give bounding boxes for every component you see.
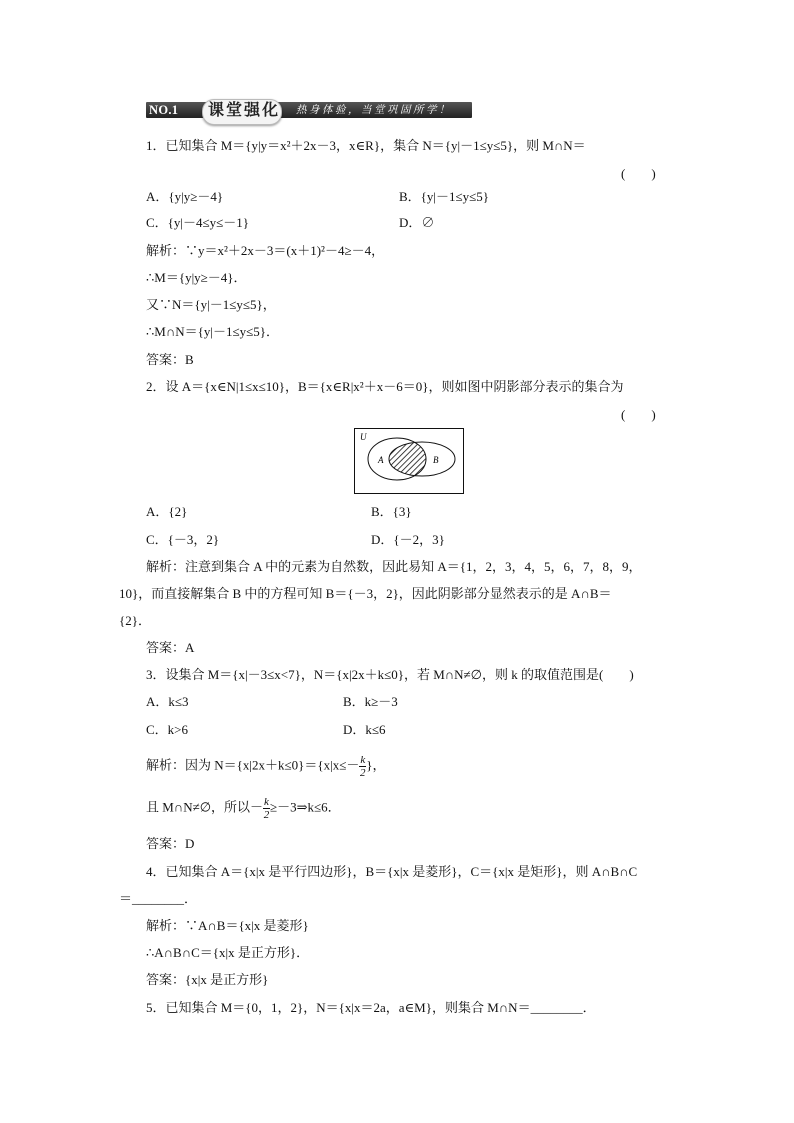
q2-answer: 答案：A (146, 640, 195, 655)
q1-solution-line4: ∴M∩N＝{y|－1≤y≤5}． (146, 324, 279, 339)
fraction-numerator: k (264, 796, 269, 808)
q2-answer-paren: ( ) (621, 407, 656, 422)
fraction-denominator: 2 (360, 767, 366, 779)
q1-option-d: D．∅ (399, 215, 435, 230)
q2-stem: 2．设 A＝{x∈N|1≤x≤10}，B＝{x∈R|x²＋x－6＝0}，则如图中阴影部分表示的集合为 (146, 379, 624, 394)
venn-label-a: A (378, 455, 384, 465)
q3-solution-line2 (146, 796, 341, 821)
q4-stem: 4．已知集合 A＝{x|x 是平行四边形}，B＝{x|x 是菱形}，C＝{x|x 是矩形}，则 A∩B∩C (146, 864, 638, 879)
q3-option-a: A．k≤3 (146, 694, 189, 709)
banner-subtitle: 热身体验，当堂巩固所学！ (296, 104, 452, 116)
q3-solution-line2-end: ≥－3⇒k≤6． (269, 799, 341, 815)
q3-option-b: B．k≥－3 (343, 694, 398, 709)
q4-solution-line1: 解析：∵A∩B＝{x|x 是菱形} (146, 918, 309, 933)
q3-option-d: D．k≤6 (343, 722, 386, 737)
q4-stem-blank: ＝________． (119, 891, 198, 906)
q3-solution-line1-end: }， (366, 757, 386, 773)
q1-solution-line3: 又∵N＝{y|－1≤y≤5}， (146, 297, 276, 312)
banner-number: NO.1 (149, 103, 179, 117)
q3-solution-line1-start: 解析：因为 N＝{x|2x＋k≤0}＝{x|x≤－ (146, 757, 360, 773)
q2-option-d: D．{－2，3} (371, 532, 445, 547)
venn-label-u: U (360, 432, 367, 442)
q3-answer: 答案：D (146, 836, 195, 851)
section-banner (146, 99, 476, 125)
q3-fraction-k-over-2-second (263, 796, 270, 821)
q2-solution-line1: 解析：注意到集合 A 中的元素为自然数，因此易知 A＝{1，2，3，4，5，6，7，8，9， (146, 559, 642, 574)
q1-solution-line1: 解析：∵y＝x²＋2x－3＝(x＋1)²－4≥－4， (146, 243, 385, 258)
q1-option-c: C．{y|－4≤y≤－1} (146, 215, 250, 230)
venn-diagram (354, 428, 464, 494)
q2-solution-line3: {2}． (119, 613, 151, 628)
q3-option-c: C．k>6 (146, 722, 189, 737)
q1-option-a: A．{y|y≥－4} (146, 189, 224, 204)
q2-option-b: B．{3} (371, 504, 412, 519)
q2-option-c: C．{－3，2} (146, 532, 220, 547)
q5-stem: 5．已知集合 M＝{0，1，2}，N＝{x|x＝2a，a∈M}，则集合 M∩N＝________． (146, 1000, 596, 1015)
q1-stem: 1．已知集合 M＝{y|y＝x²＋2x－3，x∈R}，集合 N＝{y|－1≤y≤5}，则 M∩N＝ (146, 138, 586, 153)
q4-answer: 答案：{x|x 是正方形} (146, 972, 269, 987)
q2-option-a: A．{2} (146, 504, 188, 519)
q1-answer-paren: ( ) (621, 166, 656, 181)
q1-option-b: B．{y|－1≤y≤5} (399, 189, 490, 204)
fraction-numerator: k (360, 754, 366, 766)
q1-answer: 答案：B (146, 352, 194, 367)
banner-title: 课堂强化 (208, 100, 281, 119)
q3-solution-line2-start: 且 M∩N≠∅，所以－ (146, 799, 264, 815)
q2-solution-line2: 10}，而直接解集合 B 中的方程可知 B＝{－3，2}，因此阴影部分显然表示的是 A∩B＝ (119, 586, 612, 601)
q4-solution-line2: ∴A∩B∩C＝{x|x 是正方形}． (146, 945, 310, 960)
q3-solution-line1 (146, 754, 385, 779)
venn-label-b: B (433, 455, 439, 465)
q1-solution-line2: ∴M＝{y|y≥－4}． (146, 270, 247, 285)
fraction-denominator: 2 (263, 809, 270, 821)
q3-stem: 3．设集合 M＝{x|－3≤x<7}，N＝{x|2x＋k≤0}，若 M∩N≠∅，则 k 的取值范围是( ) (146, 667, 634, 682)
